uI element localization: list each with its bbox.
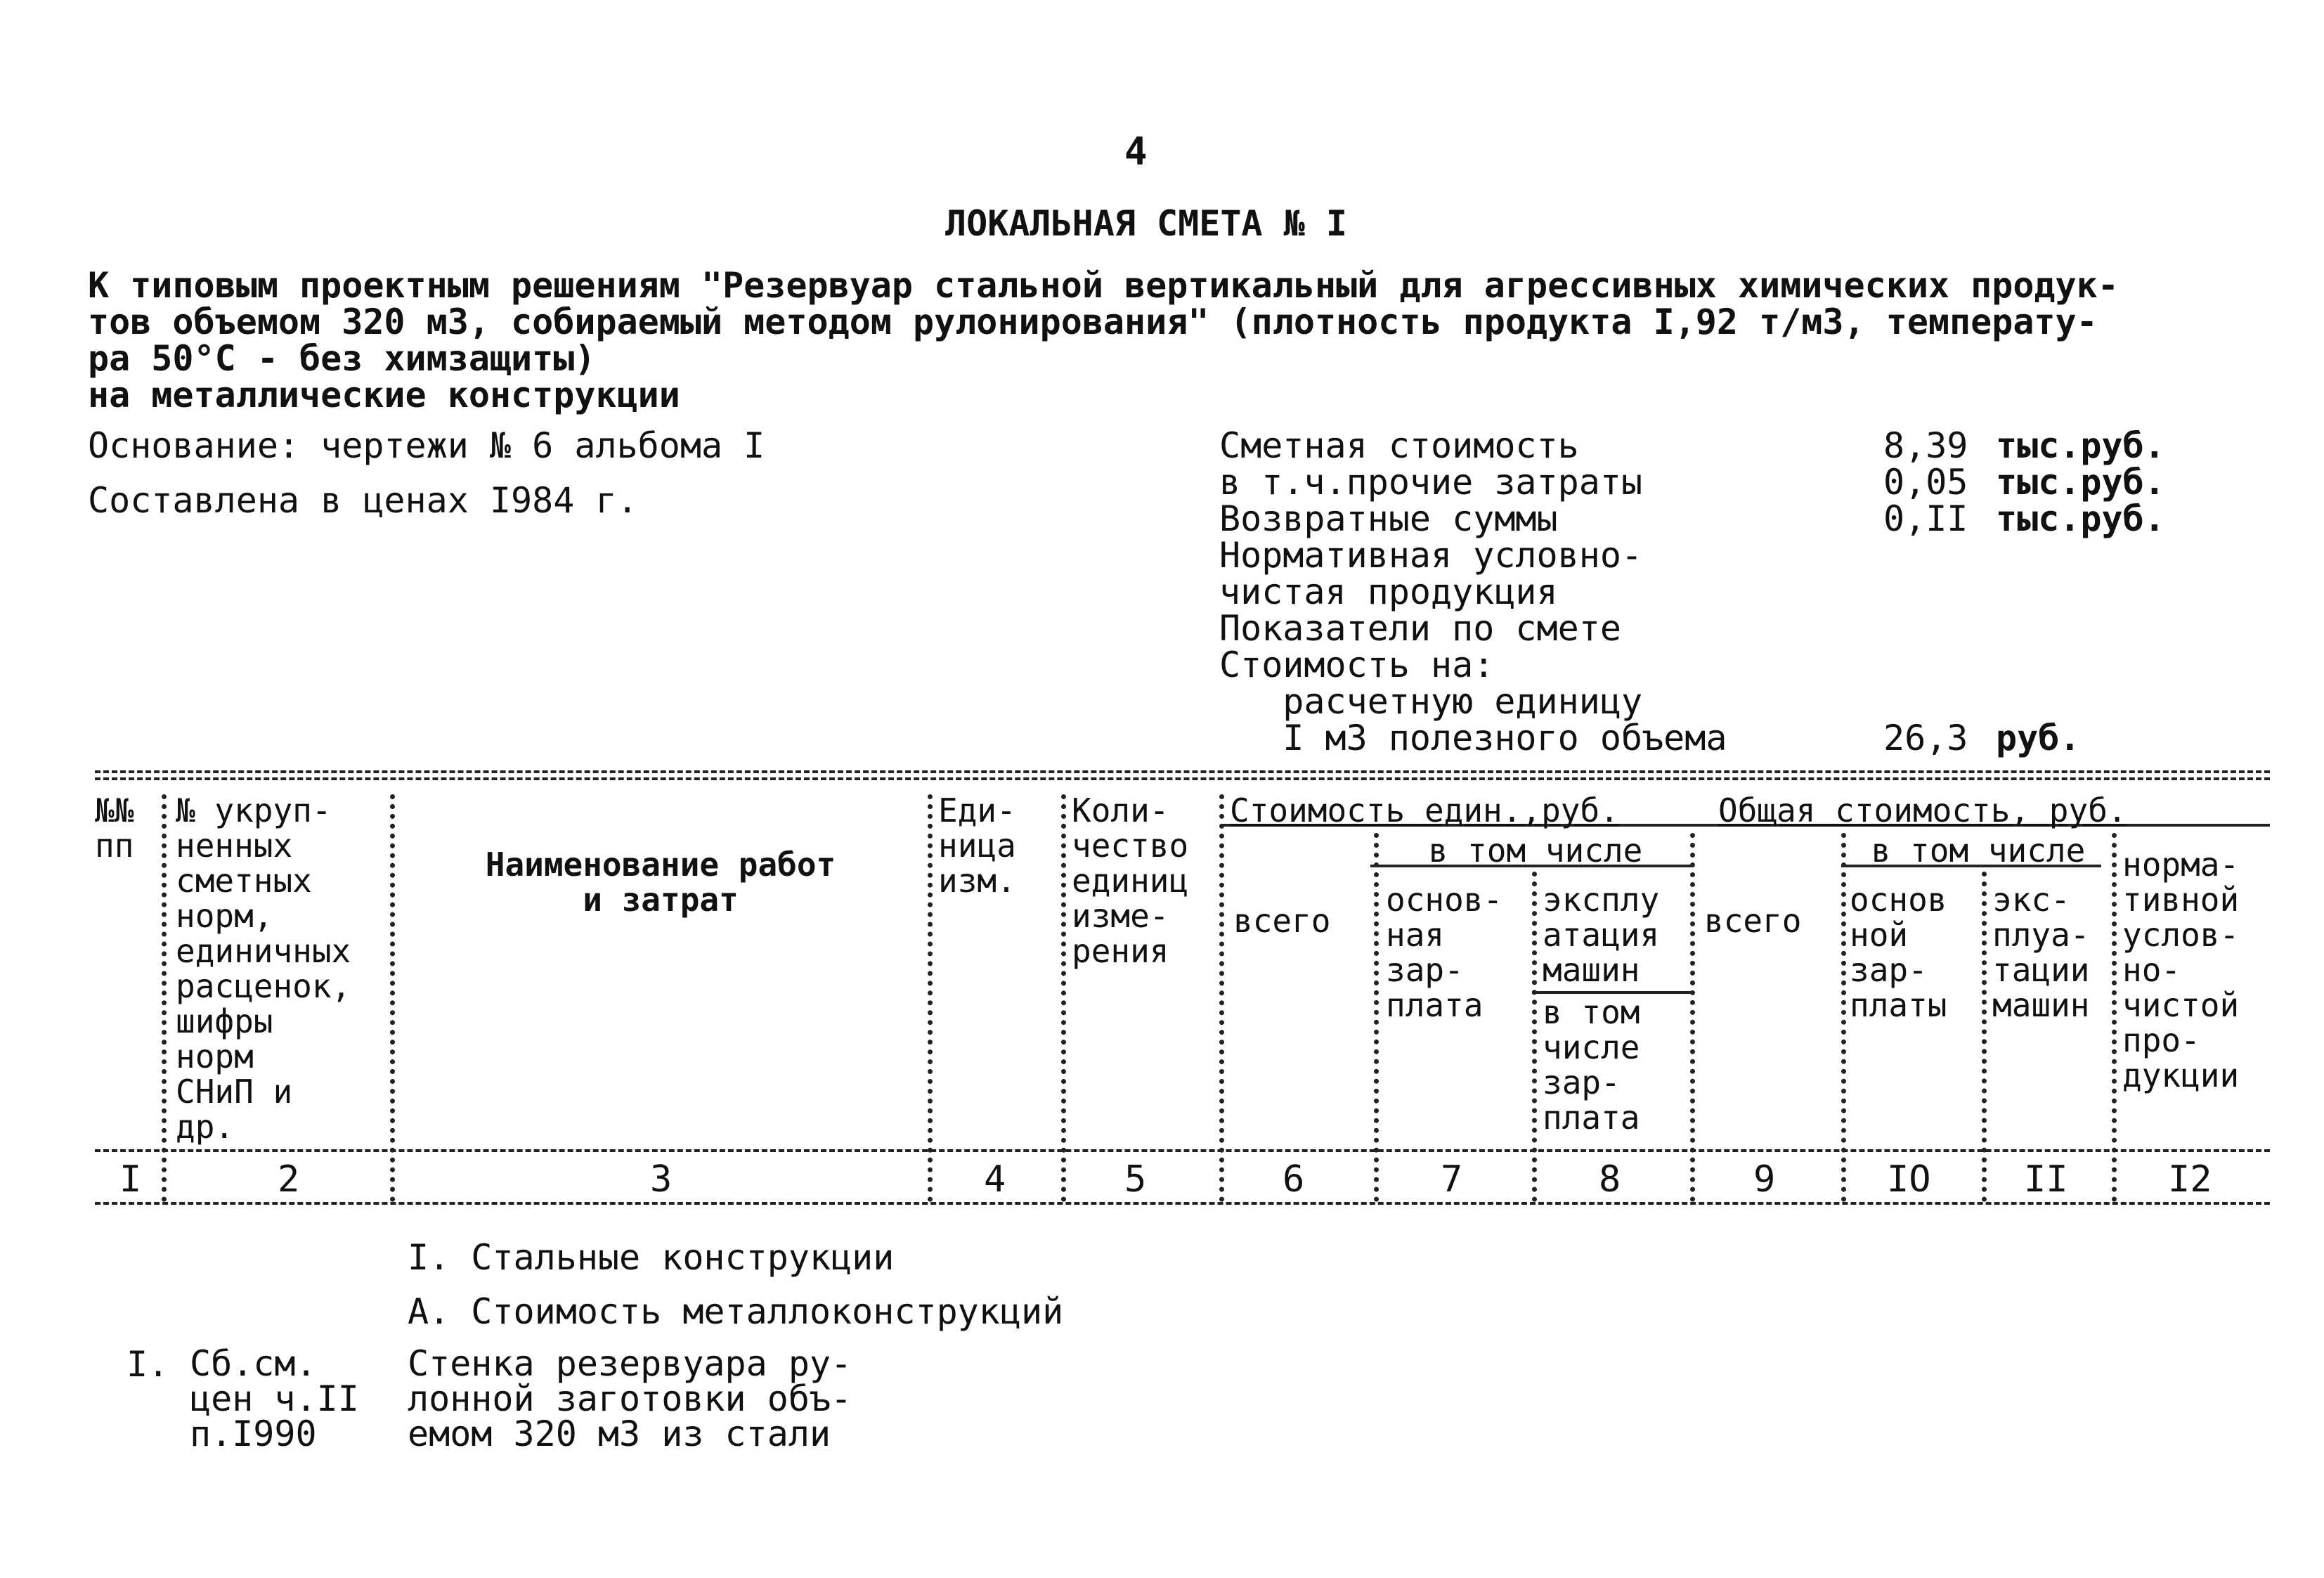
summary-label-per-m3: I м3 полезного объема xyxy=(1219,718,1727,758)
table-header-bottom-rule xyxy=(95,1149,2270,1152)
summary-value-other-costs: 0,05 xyxy=(1883,462,1968,503)
summary-label-estimated-cost: Сметная стоимость xyxy=(1219,425,1579,466)
subtitle-line-4: на металлические конструкции xyxy=(88,375,680,415)
header-col-11: экс- плуа- тации машин xyxy=(1992,881,2090,1024)
table-top-rule-2 xyxy=(95,777,2270,780)
col-number-5: 5 xyxy=(1124,1158,1147,1201)
summary-value-estimated-cost: 8,39 xyxy=(1883,425,1968,466)
header-group-unit-cost: Стоимость един.,руб. xyxy=(1230,791,1619,829)
col-sep-10 xyxy=(1982,872,1987,1202)
col-sep-3 xyxy=(928,794,933,1202)
col-number-10: IO xyxy=(1887,1158,1931,1201)
summary-unit-estimated-cost: тыс.руб. xyxy=(1996,425,2165,466)
summary-label-normative-1: Нормативная условно- xyxy=(1219,535,1643,576)
col-sep-8 xyxy=(1690,833,1695,1202)
header-col-3: Наименование работ и затрат xyxy=(485,846,836,919)
summary-label-returnable: Возвратные суммы xyxy=(1219,498,1558,539)
col-number-4: 4 xyxy=(984,1158,1006,1201)
header-col-12: норма- тивной услов- но- чистой про- дукции xyxy=(2122,846,2240,1094)
header-col-8a: эксплу атация машин xyxy=(1543,881,1660,989)
col-sep-9 xyxy=(1841,833,1846,1202)
col-sep-2 xyxy=(390,794,395,1202)
col-number-3: 3 xyxy=(650,1158,673,1201)
col-number-8: 8 xyxy=(1599,1158,1621,1201)
header-col-7: основ- ная зар- плата xyxy=(1386,881,1503,1024)
col-number-6: 6 xyxy=(1283,1158,1305,1201)
summary-label-cost-for: Стоимость на: xyxy=(1219,645,1495,685)
row-1-code: Сб.см. цен ч.II п.I990 xyxy=(190,1343,359,1454)
section-heading: I. Стальные конструкции xyxy=(408,1237,895,1278)
col-number-2: 2 xyxy=(278,1158,300,1201)
summary-unit-returnable: тыс.руб. xyxy=(1996,498,2165,539)
header-col-5: Коли- чество единиц изме- рения xyxy=(1072,791,1189,970)
col-sep-7 xyxy=(1532,872,1537,1202)
header-col-9: всего xyxy=(1704,902,1802,940)
summary-label-other-costs: в т.ч.прочие затраты xyxy=(1219,462,1643,503)
subsection-heading: А. Стоимость металлоконструкций xyxy=(408,1291,1064,1332)
col-number-7: 7 xyxy=(1441,1158,1463,1201)
header-col-2: № укруп- ненных сметных норм, единичных расценок, шифры норм СНиП и др. xyxy=(176,791,351,1146)
summary-label-indicators: Показатели по смете xyxy=(1219,608,1621,649)
header-col-10: основ ной зар- платы xyxy=(1850,881,1947,1024)
header-col-4: Еди- ница изм. xyxy=(938,791,1016,900)
col-number-12: I2 xyxy=(2168,1158,2212,1201)
prices-line: Составлена в ценах I984 г. xyxy=(88,480,638,521)
summary-label-normative-2: чистая продукция xyxy=(1219,571,1558,612)
summary-value-returnable: 0,II xyxy=(1883,498,1968,539)
header-col-8b: в том числе зар- плата xyxy=(1543,993,1640,1137)
header-unit-in-that-number: в том числе xyxy=(1428,832,1643,869)
col-sep-6 xyxy=(1374,833,1379,1202)
subtitle-line-1: К типовым проектным решениям "Резервуар стальной вертикальный для агрессивных химических продук- xyxy=(88,265,2119,306)
table-top-rule xyxy=(95,770,2270,773)
document-title: ЛОКАЛЬНАЯ СМЕТА № I xyxy=(945,203,1347,244)
col-sep-4 xyxy=(1061,794,1066,1202)
summary-label-calc-unit: расчетную единицу xyxy=(1219,681,1643,722)
table-number-row-rule xyxy=(95,1202,2270,1205)
header-col-6: всего xyxy=(1233,902,1331,940)
summary-unit-other-costs: тыс.руб. xyxy=(1996,462,2165,503)
col-number-9: 9 xyxy=(1753,1158,1776,1201)
header-col-1: №№ пп xyxy=(95,791,134,865)
col-sep-5 xyxy=(1219,794,1224,1202)
col-sep-11 xyxy=(2112,833,2117,1202)
summary-unit-per-m3: руб. xyxy=(1996,718,2081,758)
col-sep-1 xyxy=(162,794,167,1202)
basis-line: Основание: чертежи № 6 альбома I xyxy=(88,425,765,466)
header-total-in-that-number: в том числе xyxy=(1871,832,2086,869)
row-1-number: I. xyxy=(126,1344,169,1385)
col-number-11: II xyxy=(2024,1158,2068,1201)
col-number-1: I xyxy=(119,1158,142,1201)
row-1-name: Стенка резервуара ру- лонной заготовки объ- емом 320 м3 из стали xyxy=(408,1343,852,1454)
subtitle-line-2: тов объемом 320 м3, собираемый методом рулонирования" (плотность продукта I,92 т/м3, температу- xyxy=(88,302,2098,342)
summary-value-per-m3: 26,3 xyxy=(1883,718,1968,758)
subtitle-line-3: ра 50°С - без химзащиты) xyxy=(88,338,596,379)
header-group-total-cost: Общая стоимость, руб. xyxy=(1718,791,2127,829)
page-number: 4 xyxy=(1124,129,1148,174)
